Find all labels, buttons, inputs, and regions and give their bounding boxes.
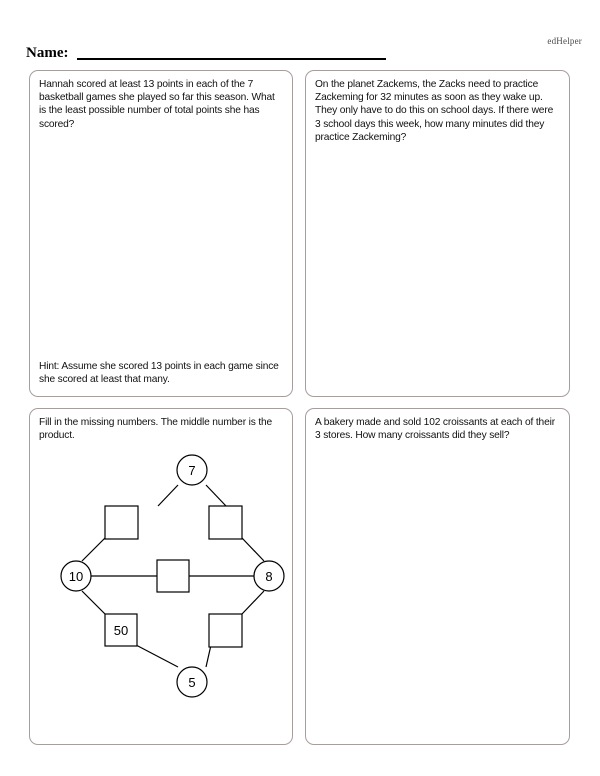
puzzle-circle-top-label: 7 xyxy=(188,463,196,478)
puzzle-circle-right-label: 8 xyxy=(265,569,273,584)
problem-box-1[interactable] xyxy=(29,70,293,397)
problem-box-3[interactable] xyxy=(29,408,293,745)
line-topright-to-right xyxy=(242,538,264,561)
problem-box-4[interactable] xyxy=(305,408,570,745)
puzzle-square-center[interactable] xyxy=(157,560,189,592)
line-top-to-topleft xyxy=(158,485,178,506)
edhelper-logo: edHelper xyxy=(547,36,582,46)
line-right-to-bottomright xyxy=(242,591,264,614)
puzzle-circle-bottom-label: 5 xyxy=(188,675,196,690)
problem-3-text: Fill in the missing numbers. The middle number is the product. xyxy=(39,417,273,442)
problem-1-hint: Hint: Assume she scored 13 points in each game since she scored at least that many. xyxy=(39,360,279,385)
name-label: Name: xyxy=(26,45,69,61)
problem-box-2[interactable] xyxy=(305,70,570,397)
line-bottomright-to-bottom xyxy=(206,645,211,667)
puzzle-square-bottom-right[interactable] xyxy=(209,614,242,647)
puzzle-square-bottom-left-label: 50 xyxy=(113,623,129,638)
name-field-row xyxy=(26,46,386,62)
line-bottomleft-to-bottom xyxy=(136,645,178,667)
puzzle-square-top-right[interactable] xyxy=(209,506,242,539)
problem-1-text: Hannah scored at least 13 points in each of the 7 basketball games she played so far this season. What is the least possible number of total points she has scored? xyxy=(39,79,275,130)
puzzle-circle-left-label: 10 xyxy=(68,569,84,584)
line-topleft-to-left xyxy=(82,538,105,561)
problem-4-text: A bakery made and sold 102 croissants at each of their 3 stores. How many croissants did they sell? xyxy=(315,417,555,442)
name-input-line[interactable] xyxy=(77,58,386,60)
puzzle-square-top-left[interactable] xyxy=(105,506,138,539)
problem-2-text: On the planet Zackems, the Zacks need to practice Zackeming for 32 minutes as soon as they wake up. They only have to do this on school days. If there were 3 school days this week, how many minutes did they practice Zackeming? xyxy=(315,79,554,143)
line-left-to-bottomleft xyxy=(82,591,105,614)
line-top-to-topright xyxy=(206,485,226,506)
number-diamond-puzzle[interactable] xyxy=(38,445,286,715)
